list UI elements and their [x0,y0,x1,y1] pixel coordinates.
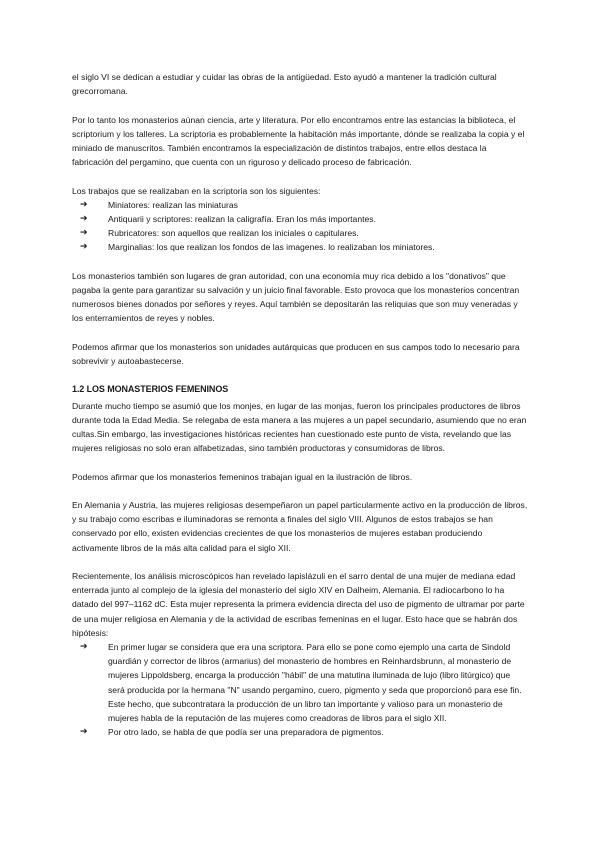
section-heading: 1.2 LOS MONASTERIOS FEMENINOS [72,384,229,395]
list-item: ➔ Marginalias: los que realizan los fondos de las imagenes. lo realizaban los miniatores. [72,240,528,254]
paragraph-trabajos-intro: Los trabajos que se realizaban en la scriptoria son los siguientes: [72,185,321,196]
paragraph-lapislazuli: Recientemente, los análisis microscópicos han revelado lapislázuli en el sarro dental de una mujer de mediana edad enterrada junto al complejo de la iglesia del monasterio del siglo XIV en Dalheim, Alemania. El radiocarbono lo ha datado del 997–1162 dC. Esta mujer representa la primera evidencia directa del uso de pigmento de ultramar por parte de una mujer religiosa en Alemania y de la actividad de escribas femeninas en el lugar. Esto hace que se habrán dos hipótesis: [72,570,525,638]
arrow-bullet-icon: ➔ [80,228,88,239]
list-item: ➔ Por otro lado, se habla de que podía ser una preparadora de pigmentos. [72,725,528,739]
paragraph-monjes: Durante mucho tiempo se asumió que los monjes, en lugar de las monjas, fueron los principales productores de libros durante toda la Edad Media. Se relegaba de esta manera a las mujeres a un papel secundario, asumiendo que no eran cultas.Sin embargo, las investigaciones históricas recientes han cuestionado este punto de vista, revelando que las mujeres religiosas no solo eran alfabetizadas, sino también productoras y consumidoras de libros. [72,400,527,454]
arrow-bullet-icon: ➔ [80,727,88,738]
paragraph-tradicion: el siglo VI se dedican a estudiar y cuidar las obras de la antigüedad. Esto ayudó a mantener la tradición cultural grecorromana. [72,72,497,97]
list-item: ➔ Antiquarii y scriptores: realizan la caligrafía. Eran los más importantes. [72,212,528,226]
paragraph-autoridad: Los monasterios también son lugares de gran autoridad, con una economía muy rica debido a los "donativos" que pagaba la gente para garantizar su salvación y un juicio final favorable. Esto provoca que los monasterios concentran numerosos bienes donados por señores y reyes. Aquí también se depositarán las reliquias que son muy veneradas y los enterramientos de reyes y nobles. [72,270,520,324]
paragraph-alemania: En Alemania y Austria, las mujeres religiosas desempeñaron un papel particularmente activo en la producción de libros, y su trabajo como escribas e iluminadoras se remonta a finales del siglo VIII. Algunos de estos trabajos se han conservado por ello, existen evidencias crecientes de que los monasterios de mujeres estaban produciendo activamente libros de la más alta calidad para el siglo XII. [72,499,528,553]
work-list [72,198,528,255]
paragraph-autarquicas: Podemos afirmar que los monasterios son unidades autárquicas que producen en sus campos todo lo necesario para sobrevivir y autoabastecerse. [72,341,520,366]
document-body [72,70,528,739]
arrow-bullet-icon: ➔ [80,199,88,210]
arrow-bullet-icon: ➔ [80,642,88,652]
arrow-bullet-icon: ➔ [80,214,88,224]
arrow-bullet-icon: ➔ [80,242,88,253]
list-item: ➔ En primer lugar se considera que era una scriptora. Para ello se pone como ejemplo una carta de Sindold guardián y corrector de libros (armarius) del monasterio de hombres en Reinhardsbrunn, al monasterio de mujeres Lippoldsberg, encarga la producción "hábil" de una matutina iluminada de lujo (libro litúrgico) que será producida por la hermana "N" usando pergamino, cuero, pigmento y seda que proporcionó para ese fin. Este hecho, que subcontratara la producción de un libro tan importante y valioso para un monasterio de mujeres habla de la reputación de las mujeres como creadoras de libros para el siglo XII. [80,642,522,724]
list-item: ➔ Rubricatores: son aquellos que realizan los iniciales o capitulares. [72,226,528,240]
hypotheses-list [72,640,528,739]
list-item: ➔ Miniatores: realizan las miniaturas [72,198,528,212]
paragraph-ilustracion: Podemos afirmar que los monasterios femeninos trabajan igual en la ilustración de libros. [72,471,413,482]
paragraph-estancias: Por lo tanto los monasterios aúnan ciencia, arte y literatura. Por ello encontramos entre las estancias la biblioteca, el scriptorium y los talleres. La scriptoria es probablemente la habitación más importante, dónde se realizaba la copia y el miniado de manuscritos. También encontramos la especialización de distintos trabajos, entre ellos destaca la fabricación del pergamino, que cuenta con un riguroso y delicado proceso de fabricación. [72,114,525,168]
